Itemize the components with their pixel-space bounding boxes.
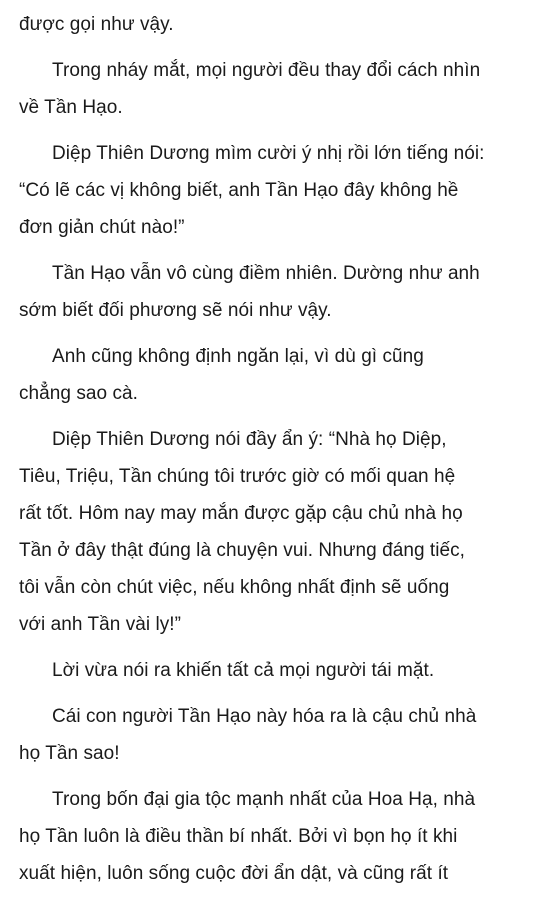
paragraph-line: Diệp Thiên Dương mìm cười ý nhị rồi lớn tiếng nói: <box>52 143 485 164</box>
paragraph-line: Lời vừa nói ra khiến tất cả mọi người tái mặt. <box>52 660 435 681</box>
text-line: về Tần Hạo. <box>19 97 123 118</box>
paragraph-line: Diệp Thiên Dương nói đầy ẩn ý: “Nhà họ Diệp, <box>52 429 447 450</box>
text-line: “Có lẽ các vị không biết, anh Tần Hạo đây không hề <box>19 180 459 201</box>
text-line: rất tốt. Hôm nay may mắn được gặp cậu chủ nhà họ <box>19 503 463 524</box>
text-line: với anh Tần vài ly!” <box>19 614 182 635</box>
paragraph-line: Cái con người Tần Hạo này hóa ra là cậu chủ nhà <box>52 706 477 727</box>
paragraph-line: Anh cũng không định ngăn lại, vì dù gì cũng <box>52 346 424 367</box>
text-line: họ Tần sao! <box>19 743 120 764</box>
text-line: đơn giản chút nào!” <box>19 217 185 238</box>
text-line: xuất hiện, luôn sống cuộc đời ẩn dật, và cũng rất ít <box>19 863 449 884</box>
text-line: Tiêu, Triệu, Tần chúng tôi trước giờ có mối quan hệ <box>19 466 456 487</box>
text-line: tôi vẫn còn chút việc, nếu không nhất định sẽ uống <box>19 577 450 598</box>
text-line: họ Tần luôn là điều thần bí nhất. Bởi vì bọn họ ít khi <box>19 826 458 847</box>
text-line: chẳng sao cà. <box>19 383 138 404</box>
text-line: Tần ở đây thật đúng là chuyện vui. Nhưng đáng tiếc, <box>19 540 466 561</box>
paragraph-line: Trong bốn đại gia tộc mạnh nhất của Hoa Hạ, nhà <box>52 789 476 810</box>
paragraph-line: Trong nháy mắt, mọi người đều thay đổi cách nhìn <box>52 60 481 81</box>
text-line: sớm biết đối phương sẽ nói như vậy. <box>19 300 332 321</box>
text-line: được gọi như vậy. <box>19 14 174 35</box>
paragraph-line: Tần Hạo vẫn vô cùng điềm nhiên. Dường như anh <box>52 263 480 284</box>
